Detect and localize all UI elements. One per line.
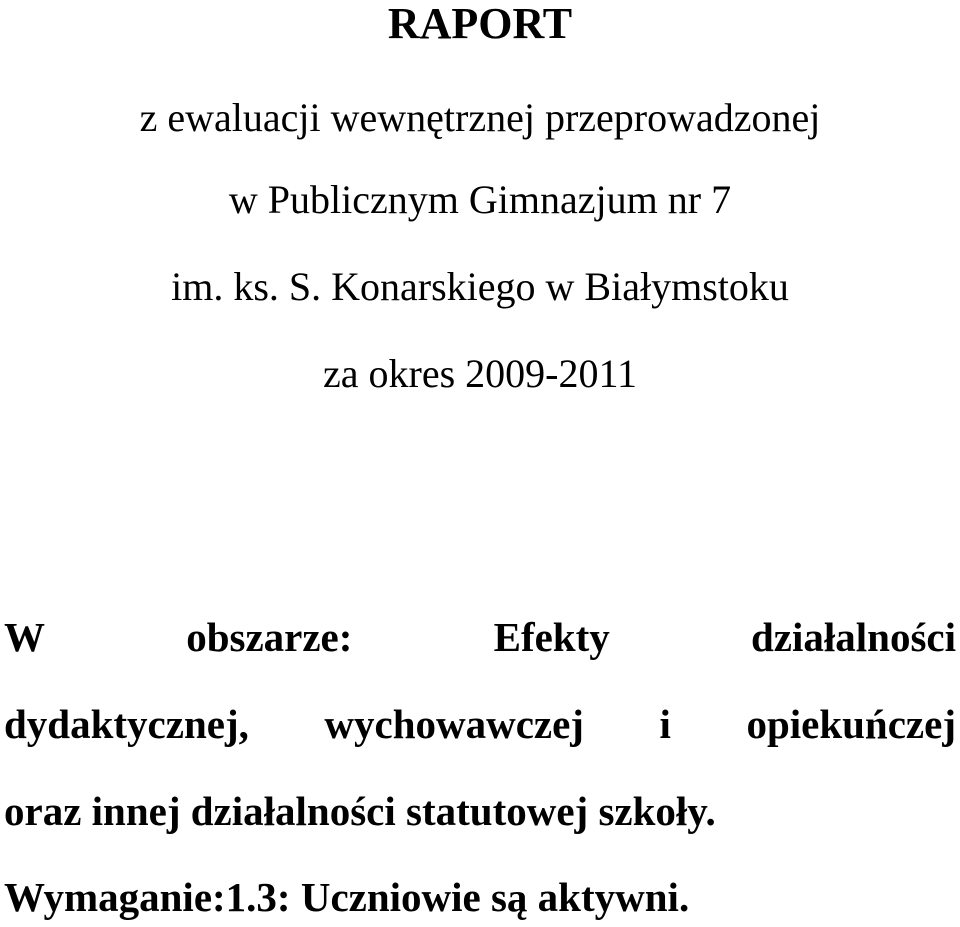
subtitle-line-3: im. ks. S. Konarskiego w Białymstoku [171, 264, 789, 309]
area-word-1: W [4, 614, 45, 660]
area-word-5: dydaktycznej, [4, 701, 249, 747]
area-line-2 [0, 699, 960, 749]
requirement-line: Wymaganie:1.3: Uczniowie są aktywni. [4, 874, 690, 920]
area-word-2: obszarze: [186, 614, 353, 660]
area-word-7: i [659, 701, 671, 747]
area-word-6: wychowawczej [324, 701, 584, 747]
area-word-3: Efekty [493, 614, 610, 660]
subtitle-line-2: w Publicznym Gimnazjum nr 7 [228, 177, 732, 222]
subtitle-line-1: z ewaluacji wewnętrznej przeprowadzonej [139, 95, 821, 140]
area-word-8: opiekuńczej [746, 701, 956, 747]
area-line-3: oraz innej działalności statutowej szkoły. [4, 788, 716, 834]
area-word-4: działalności [750, 614, 956, 660]
subtitle-line-4: za okres 2009-2011 [323, 351, 637, 396]
report-title: RAPORT [387, 0, 573, 48]
area-line-1 [0, 612, 960, 662]
